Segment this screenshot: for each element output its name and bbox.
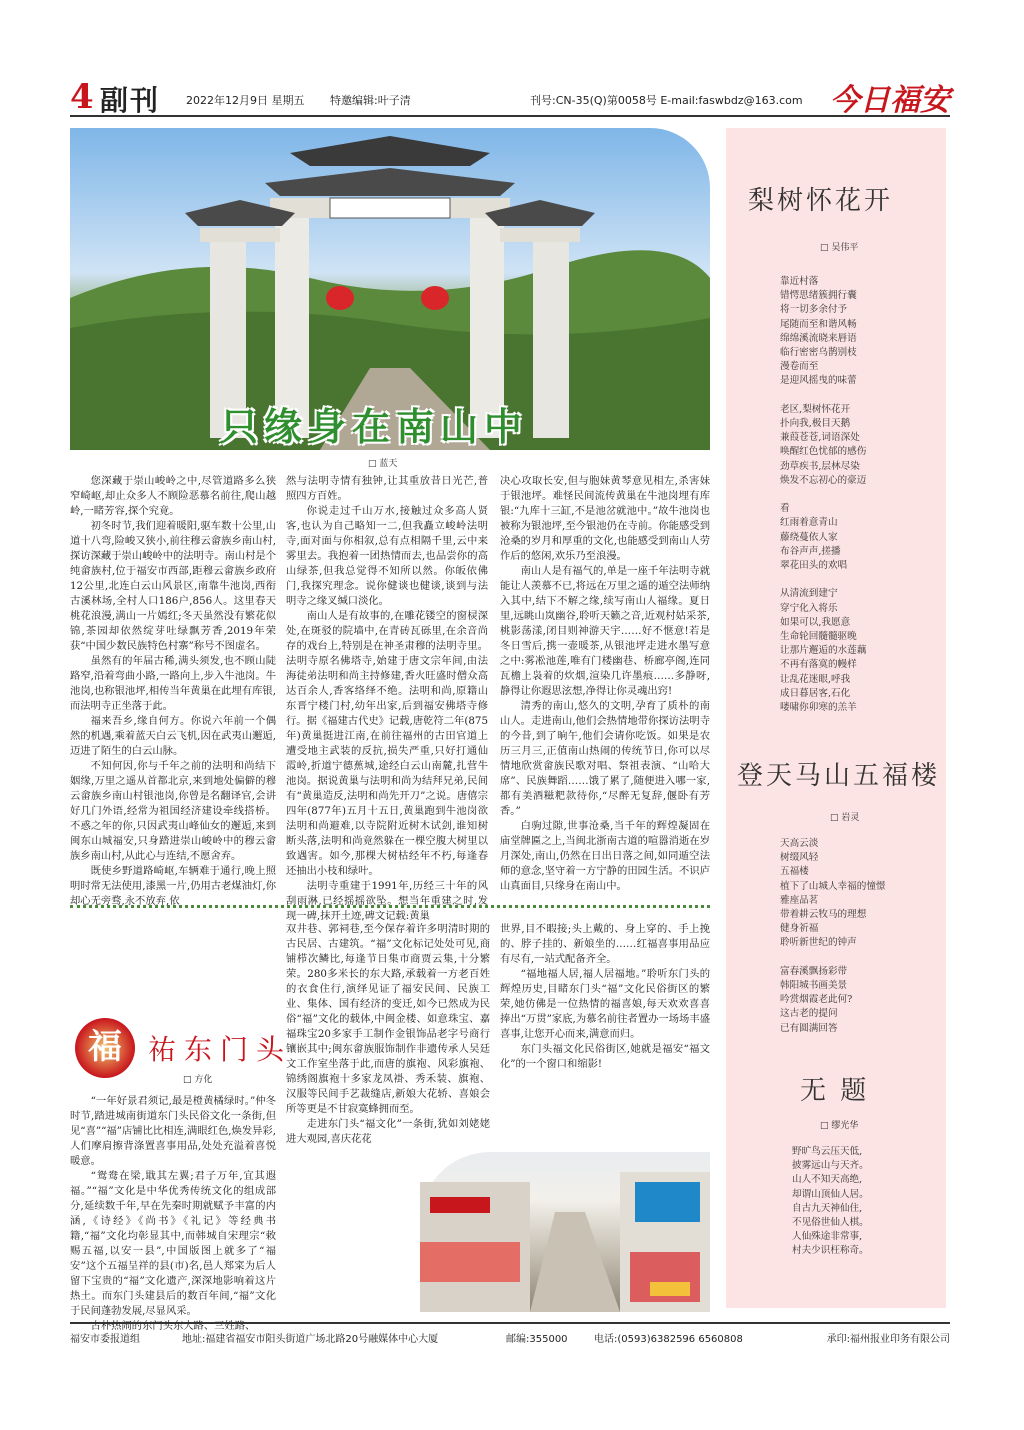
article1-column-2 [286,474,488,922]
poem-2-body: 天高云淡 树缀风轻 五福楼 植下了山城人幸福的憧憬 雅座品茗 带着耕云牧马的理想 健身祈福 聆听新世纪的钟声 富春溪飘扬彩带 韩阳城书画美景 吟赏烟霞老此何? 这古老的提问 已有圆满回答 [780,838,886,1034]
paragraph: 双井巷、郭祠巷,至今保存着许多明清时期的古民居、古建筑。“福”文化标记处处可见,商铺栉次鳞比,每逢节日集市商贾云集,十分繁荣。280多米长的东大路,承载着一方老百姓的衣食住行,演绎见证了福安民间、民族工业、集体、国有经济的变迁,如今已然成为民俗“福”文化的载体,中闽金楼、如意珠宝、嘉福珠宝20多家手工制作金银饰品老字号商行镶嵌其中;闽东畲族服饰制作非遗传承人吴廷文工作室坐落于此,而唐的旗袍、风彩旗袍、锦绣阁旗袍十多家龙凤褂、秀禾装、旗袍、汉服等民间手艺裁缝店,新娘大花轿、喜娘会所等更是不甘寂寞蜂拥而至。 [286,923,490,1115]
paragraph: 南山人是有福气的,单是一座千年法明寺就能让人羡慕不已,将远在万里之遥的遁空法师纳入其中,结下不解之缘,续写南山人福缘。夏日里,远眺山岚幽谷,聆听天籁之音,近观村姑采茶,桃影荡漾,闭目则神游天宇……好不惬意!若是冬日雪后,携一壶暖茶,从银池坪走进水墨写意之中:雾凇池莲,唯有门楼幽巷、桥廊亭阁,连同瓦檐上袅着的炊烟,渲染几许墨痕……多静呀,静得让你遐思泫想,净得让你灵魂出窍! [500,565,710,697]
footer-printer: 承印:福州报业印务有限公司 [826,1334,950,1345]
paragraph: 既使乡野道路崎岖,车辆难于通行,晚上照明时常无法使用,漆黑一片,仍用古老煤油灯,你却心无旁骛,永不放弃,依 [70,865,276,907]
paragraph: 清秀的南山,悠久的文明,孕育了质朴的南山人。走进南山,他们会热情地带你探访法明寺的今昔,到了晌午,他们会请你吃饭。如果是农历三月三,正值南山热闹的传统节日,你可以尽情地欣赏畲族民歌对唱、祭祖表演、“山哈大席”、民族舞蹈……饿了累了,随便进入哪一家,都有美酒糍粑款待你,“尽醉无复辞,偃卧有芳香。” [500,700,710,817]
paragraph: 走进东门头“福文化”一条街,犹如刘姥姥进大观园,喜庆花花 [286,1118,490,1145]
page-number: 4 [70,77,94,117]
poem-3-body: 野旷鸟云压天低, 披雾远山与天齐。 山人不知天高绝, 却谓山顶仙人居。 自古九天神仙住, 不见俗世仙人棋。 人仙殊途非常事, 村夫少识枉称奇。 [792,1146,869,1257]
brand-logo: 今日福安 [830,83,950,118]
issue-date: 2022年12月9日 星期五 [186,94,305,107]
street-illustration [420,1152,710,1312]
footer [70,1322,950,1346]
paragraph: 然与法明寺情有独钟,让其重放昔日光芒,普照四方百姓。 [286,475,488,502]
paragraph: 世界,目不暇接;头上戴的、身上穿的、手上挽的、脖子挂的、新娘坐的……红福喜事用品应有尽有,一站式配备齐全。 [500,923,710,965]
paragraph: 南山人是有故事的,在雕花镂空的窗棂深处,在斑驳的院墙中,在青砖瓦砾里,在余音尚存的戏台上,特别是在神圣肃穆的法明寺里。法明寺原名佛塔寺,始建于唐文宗年间,由法海徒弟法明和尚主持修建,香火旺盛时僧众高达百余人,香客络绎不绝。法明和尚,原籍山东晋宁楼门村,幼年出家,后到福安佛塔寺修行。据《福建古代史》记载,唐乾符二年(875年)黄巢挺进江南,在前往福州的古田官道上遭受地主武装的反抗,损失严重,只好打通仙霞岭,折道宁德蕉城,途经白云山南麓,扎营牛池岗。据说黄巢与法明和尚为结拜兄弟,民间有“黄巢造反,法明和尚先开刀”之说。唐僖宗四年(877年)五月十五日,黄巢跑到牛池岗欲法明和尚避难,以寺院附近树木试剑,谁知树断头落,法明和尚竟然躲在一棵空腹大树里以致遇害。如今,那棵大树枯经年不朽,每逢春还抽出小枝和绿叶。 [286,610,488,877]
article2-author: □ 方化 [183,1075,213,1085]
footer-phone: 电话:(0593)6382596 6560808 [594,1334,743,1345]
paragraph: 您深藏于崇山峻岭之中,尽管道路多么狭窄崎岖,却止众多人不顾险恶慕名前往,爬山越岭,一睹芳容,探个究竟。 [70,475,276,517]
publication-number: 刊号:CN-35(Q)第0058号 E-mail:faswbdz@163.com [530,94,803,107]
hero-photo [70,128,710,450]
poem-1-body: 靠近村落 错愕思绪簇拥行囊 将一切多余付予 尾随而至和谐风畅 绵绵溪流晓来唇语 临行密密乌鹊别枝 漫卷而至 是迎风摇曳的味蕾 老区,梨树怀花开 扑向我,极目天鹅 兼葭苍苍,词语深处 唤醒红色忧郁的感伤 劲草疾书,层林尽染 焕发不忘初心的豪迈 看 红雨着意青山 藤绕蔓依人家 布谷声声,搓播 翠花田头的欢唱 从清流到建宁 穿宁化入将乐 如果可以,我愿意 生命轮回髓髓驱晚 让那片邂逅的水莲藕 不再有落寞的幔样 让乱花迷眼,呼我 成日暮居客,石化 喽啸你卯寒的羔羊 [780,276,867,714]
poem-3-title: 无 题 [800,1076,870,1106]
paragraph: 东门头福文化民俗街区,她就是福安“福文化”的一个窗口和缩影! [500,1043,710,1070]
street-photo [420,1152,710,1312]
article2-column-1 [70,1094,276,1332]
section-name: 副刊 [100,84,161,117]
footer-zip: 邮编:355000 [506,1334,568,1345]
masthead [70,75,950,117]
article2-column-3 [500,922,710,1146]
article2-title: 祐东门头 [148,1033,293,1066]
paragraph: “一年好景君须记,最是橙黄橘绿时。”仲冬时节,踏进城南街道东门头民俗文化一条街,但见“喜”“福”店铺比比相连,满眼红色,焕发异彩,人们摩肩擦背涤置喜事用品,处处充溢着喜悦暖意。 [70,1095,276,1167]
paragraph: 白驹过隙,世事沧桑,当千年的辉煌凝固在庙堂牌匾之上,当闽北浙南古道的喧嚣消逝在岁月深处,南山,仍然在日出日落之间,如同遁空法师的意念,坚守着一方宁静的田园生活。不识庐山真面目,只缘身在南山中。 [500,820,710,892]
paragraph: 福来吾乡,缘自何方。你说六年前一个偶然的机遇,乘着蓝天白云飞机,因在武夷山邂逅,迈进了陌生的白云山脉。 [70,715,276,757]
article1-column-3 [500,474,710,902]
paragraph: 你说走过千山万水,接触过众多高人贤客,也认为自己略知一二,但我矗立峻岭法明寺,面对面与你相叙,总有点相隔千里,云中来雾里去。我抱着一团热情而去,也品尝你的高山绿茶,但我总觉得不知所以然。你皈依佛门,我探究理念。说你健谈也健谈,谈到与法明寺之缘叉缄口淡化。 [286,505,488,607]
paragraph: 古朴热闹的东门头东大路、三姓路、 [90,1320,256,1332]
editor: 特邀编辑:叶子清 [330,94,411,107]
footer-org: 福安市委报道组 [70,1334,140,1345]
paragraph: “鸳鸯在梁,戢其左翼;君子万年,宜其遐福。”“福”文化是中华优秀传统文化的组成部分,延续数千年,早在先秦时期就赋予丰富的内涵,《诗经》《尚书》《礼记》等经典书籍,“福”文化均彰显其中,而韩城自宋理宗“敕赐五福,以安一县”,中国版图上就多了“福安”这个五福呈祥的县(市)名,邑人郑寀为后人留下宝贵的“福”文化遗产,深深地影响着这片热土。而东门头建县后的数百年间,“福”文化于民间蓬勃发展,尽显风采。 [70,1170,276,1317]
footer-address: 地址:福建省福安市阳头街道广场北路20号融媒体中心大厦 [182,1334,439,1345]
poem-2-title: 登天马山五福楼 [737,761,941,791]
paragraph: 不知何因,你与千年之前的法明和尚结下姻缘,万里之遥从首都北京,来到地处偏僻的穆云畲族乡南山村银池岗,你曾是名翻译官,会讲好几门外语,经常为祖国经济建设牵线搭桥。不惑之年的你,只因武夷山峰仙女的邂逅,来到闽东山城福安,只身踏进崇山峻岭中的穆云畲族乡南山村,从此心与连结,不愿舍弃。 [70,760,276,862]
poem-1-author: □ 吴伟平 [820,243,859,253]
paragraph: 初冬时节,我们迎着暖阳,驱车数十公里,山道十八弯,险峻又狭小,前往穆云畲族乡南山村,探访深藏于崇山峻岭中的法明寺。南山村是个纯畲族村,位于福安市西部,距穆云畲族乡政府12公里,北连白云山风景区,南靠牛池岗,西衔古溪林场,全村人口186户,856人。这里春天桃花浪漫,满山一片嫣红;冬天虽然没有繁花似锦,茶园却依然绽芽吐绿飘芳香,2019年荣获“中国少数民族特色村寨”称号不图虚名。 [70,520,276,652]
article1-column-1 [70,474,276,907]
paragraph: 决心攻取长安,但与胞妹黄琴意见相左,杀害妹于银池坪。难怪民间流传黄巢在牛池岗埋有库银:“九库十三缸,不是池岔就池中。”故牛池岗也被称为银池坪,至今银池仍在寺前。你能感受到沧桑的岁月和厚重的文化,也能感受到南山人劳作后的悠闲,欢乐乃至浪漫。 [500,475,710,562]
poem-3-author: □ 缪光华 [820,1121,859,1131]
poem-2-author: □ 岩灵 [830,813,860,823]
article-divider [70,905,710,908]
paragraph: 法明寺重建于1991年,历经三十年的风刮雨淋,已经摇摇欲坠。想当年重建之时,发现一碑,抹开土迹,碑文记载:黄巢 [286,880,488,922]
poem-1-title: 梨树怀花开 [748,186,894,216]
paragraph: 虽然有的年届古稀,满头须发,也不顾山陡路窄,沿着弯曲小路,一路向上,步入牛池岗。牛池岗,也称银池坪,相传当年黄巢在此埋有库银,而法明寺正坐落于此。 [70,655,276,712]
photo-byline: □ 蓝天 [368,459,398,469]
fu-badge-icon: 福 [75,1018,135,1078]
paragraph: “福地福人居,福人居福地。”聆听东门头的辉煌历史,目睹东门头“福”文化民俗街区的繁荣,她仿佛是一位热情的福喜娘,每天欢欢喜喜捧出“万贯”家底,为慕名前往者置办一场场丰盛喜事,让您开心而来,满意而归。 [500,968,710,1040]
hero-caption: 只缘身在南山中 [220,404,529,449]
